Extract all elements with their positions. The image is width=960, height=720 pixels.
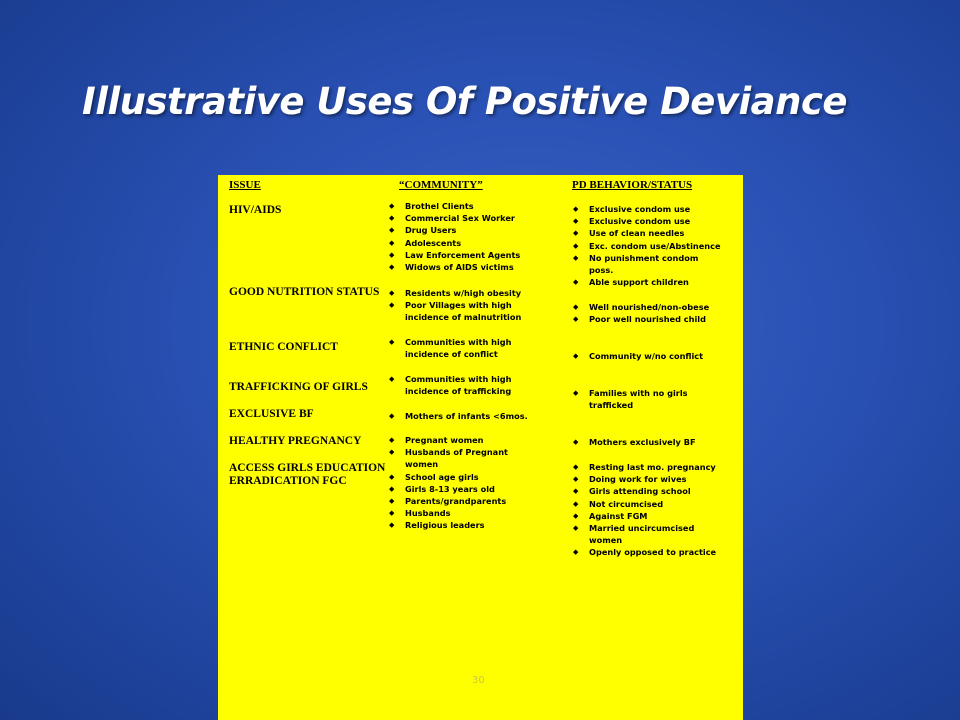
list-item-text: No punishment condom xyxy=(589,252,699,263)
pd-education-fgc-list xyxy=(572,461,740,559)
list-item: ◆ Girls attending school xyxy=(572,485,740,497)
list-item: ◆ Mothers exclusively BF xyxy=(572,436,740,448)
list-item: ◆ Against FGM xyxy=(572,510,740,522)
list-item: ◆ Parents/grandparents xyxy=(388,495,563,507)
pd-uses-table xyxy=(218,175,743,720)
list-item xyxy=(388,336,563,360)
list-item: ◆ Widows of AIDS victims xyxy=(388,261,563,273)
list-item xyxy=(388,446,563,470)
list-item: ◆ Resting last mo. pregnancy xyxy=(572,461,740,473)
list-item: ◆ Exclusive condom use xyxy=(572,215,740,227)
list-item: ◆ Drug Users xyxy=(388,224,563,236)
list-item-text: women xyxy=(405,459,439,470)
issue-trafficking: TRAFFICKING OF GIRLS xyxy=(229,381,368,393)
header-community: “COMMUNITY” xyxy=(399,179,483,191)
list-item: ◆ Not circumcised xyxy=(572,498,740,510)
pd-nutrition-list xyxy=(572,301,740,325)
list-item: ◆ Adolescents xyxy=(388,237,563,249)
list-item-text: Communities with high xyxy=(405,337,512,347)
list-item-text: Husbands of Pregnant xyxy=(405,447,508,458)
pd-conflict-list xyxy=(572,350,740,362)
pd-hiv-list xyxy=(572,203,740,288)
list-item-text: Married uncircumcised xyxy=(589,523,695,534)
list-item: ◆ Mothers of infants <6mos. xyxy=(388,410,563,422)
list-item: ◆ Openly opposed to practice xyxy=(572,546,740,558)
list-item-text: incidence of malnutrition xyxy=(405,312,522,323)
list-item-text: Poor Villages with high xyxy=(405,300,512,311)
list-item: ◆ Able support children xyxy=(572,276,740,288)
header-issue: ISSUE xyxy=(229,179,261,191)
list-item-text: incidence of conflict xyxy=(405,349,498,360)
list-item: ◆ Law Enforcement Agents xyxy=(388,249,563,261)
list-item xyxy=(388,373,563,397)
issue-hiv-aids: HIV/AIDS xyxy=(229,204,282,216)
pd-bf-list xyxy=(572,436,740,448)
issue-exclusive-bf: EXCLUSIVE BF xyxy=(229,408,314,420)
list-item-text: Communities with high xyxy=(405,374,512,384)
community-pregnancy-list xyxy=(388,434,563,532)
list-item-text: poss. xyxy=(589,265,614,276)
community-nutrition-list xyxy=(388,287,563,324)
list-item-text: incidence of trafficking xyxy=(405,386,512,397)
list-item: ◆ Husbands xyxy=(388,507,563,519)
issue-girls-education: ACCESS GIRLS EDUCATION xyxy=(229,462,386,474)
list-item: ◆ Religious leaders xyxy=(388,519,563,531)
list-item: ◆ Residents w/high obesity xyxy=(388,287,563,299)
header-pd-behavior: PD BEHAVIOR/STATUS xyxy=(572,179,693,191)
list-item-text: trafficked xyxy=(589,400,634,411)
list-item xyxy=(388,299,563,323)
list-item xyxy=(572,387,740,411)
list-item: ◆ Poor well nourished child xyxy=(572,313,740,325)
list-item: ◆ Use of clean needles xyxy=(572,227,740,239)
list-item: ◆ Girls 8-13 years old xyxy=(388,483,563,495)
list-item-text: women xyxy=(589,535,623,546)
list-item-text: Families with no girls xyxy=(589,388,688,398)
community-trafficking-list xyxy=(388,373,563,397)
list-item: ◆ Doing work for wives xyxy=(572,473,740,485)
issue-fgc: ERRADICATION FGC xyxy=(229,475,347,487)
community-conflict-list xyxy=(388,336,563,360)
list-item: ◆ Exc. condom use/Abstinence xyxy=(572,240,740,252)
list-item: ◆ Exclusive condom use xyxy=(572,203,740,215)
community-hiv-list xyxy=(388,200,563,273)
list-item: ◆ Pregnant women xyxy=(388,434,563,446)
issue-ethnic-conflict: ETHNIC CONFLICT xyxy=(229,341,338,353)
list-item: ◆ Brothel Clients xyxy=(388,200,563,212)
issue-good-nutrition: GOOD NUTRITION STATUS xyxy=(229,286,380,298)
community-bf-list xyxy=(388,410,563,422)
list-item: ◆ Community w/no conflict xyxy=(572,350,740,362)
list-item: ◆ School age girls xyxy=(388,471,563,483)
list-item: ◆ Well nourished/non-obese xyxy=(572,301,740,313)
list-item: ◆ Commercial Sex Worker xyxy=(388,212,563,224)
issue-healthy-pregnancy: HEALTHY PREGNANCY xyxy=(229,435,362,447)
list-item xyxy=(572,252,740,276)
pd-trafficking-list xyxy=(572,387,740,411)
list-item xyxy=(572,522,740,546)
slide-title: Illustrative Uses Of Positive Deviance xyxy=(82,80,848,123)
page-number: 30 xyxy=(472,675,485,686)
